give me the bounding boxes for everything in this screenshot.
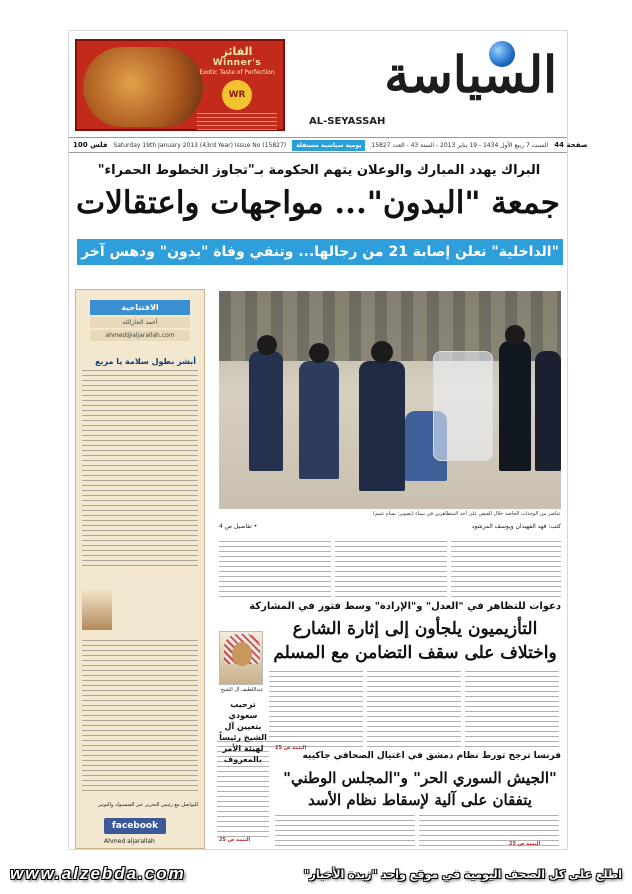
author-photo	[82, 590, 112, 630]
officer-figure	[249, 351, 283, 471]
profile-headline[interactable]: ترحيب سعودي بتعيين آل الشيخ رئيساً لهيئة الأمر بالمعروف	[219, 700, 267, 764]
syria-page-ref[interactable]: التتمة ص 25	[509, 841, 541, 847]
officer-helmet	[309, 343, 329, 363]
ad-tagline: Exotic Taste of Perfection	[199, 69, 275, 76]
logo-arabic: السياسة	[384, 45, 557, 104]
editorial-email[interactable]: ahmed@aljarallah.com	[90, 330, 190, 341]
roasted-chicken-image	[83, 47, 203, 127]
profile-page-ref[interactable]: التتمة ص 25	[219, 837, 251, 843]
ad-brand-arabic: الفائز	[221, 45, 253, 58]
demonstrations-body-text	[269, 671, 561, 747]
lead-story-byline: كتب: فهد الفهيدان ويوسف المرشود	[471, 523, 561, 530]
footer-promo-text: اطلع على كل الصحف اليومية في موقع واحد "زبدة الأخبار"	[303, 868, 622, 881]
officer-helmet	[257, 335, 277, 355]
officer-helmet	[505, 325, 525, 345]
english-date: Saturday 19th January 2013 (43rd Year) Issue No (15827)	[113, 141, 287, 149]
kicker-headline[interactable]: البراك يهدد المبارك والوعلان يتهم الحكومة بـ"تجاوز الخطوط الحمراء"	[97, 163, 541, 178]
facebook-username: Ahmed aljarallah	[104, 838, 155, 845]
face	[232, 642, 252, 666]
site-footer-banner	[0, 856, 632, 894]
arabic-date: السبت 7 ربيع الأول 1434 - 19 يناير 2013 - السنة 43 - العدد 15827	[371, 141, 549, 149]
blue-bar-headline[interactable]: "الداخلية" تعلن إصابة 21 من رجالها... وتنفي وفاة "بدون" ودهس آخر	[77, 239, 563, 265]
profile-photo	[219, 631, 263, 685]
editorial-body-text-continued	[82, 640, 198, 795]
officer-helmet	[371, 341, 393, 363]
photo-caption: عناصر من الوحدات الخاصة خلال القبض على أحد المتظاهرين في تيماء (تصوير: بسام غنيم)	[373, 511, 561, 517]
officer-figure	[535, 351, 561, 471]
editorial-body-text	[82, 370, 198, 570]
daily-badge: يومية سياسية مستقلة	[292, 140, 365, 151]
officer-figure	[299, 361, 339, 479]
logo-english: AL-SEYASSAH	[309, 116, 386, 127]
ad-logo-icon: WR	[222, 80, 252, 110]
lead-story-columns	[219, 541, 561, 597]
dateline-bar	[69, 137, 588, 153]
facebook-button[interactable]: facebook	[104, 818, 166, 834]
editorial-contact-note: للتواصل مع رئيس التحرير عبر الفيسبوك والتويتر	[98, 802, 198, 808]
demonstrations-headline-line1[interactable]: التأزيميون يلجأون إلى إثارة الشارع	[292, 619, 538, 639]
profile-body-text	[217, 741, 269, 841]
newspaper-page	[68, 30, 588, 850]
newspaper-logo[interactable]	[307, 39, 557, 131]
page-count: 44 صفحة	[554, 141, 588, 149]
syria-headline-line2[interactable]: يتفقان على آلية لإسقاط نظام الأسد	[308, 791, 532, 809]
lead-story-continued[interactable]: • تفاصيل ص 4	[219, 523, 258, 530]
syria-headline-line1[interactable]: "الجيش السوري الحر" و"المجلس الوطني"	[283, 769, 557, 787]
editorial-column	[75, 289, 205, 849]
main-headline[interactable]: جمعة "البدون"... مواجهات واعتقالات	[76, 185, 560, 221]
demonstrations-kicker[interactable]: دعوات للتظاهر في "العدل" و"الإرادة" وسط فتور في المشاركة	[249, 601, 561, 612]
ad-brand-english: Winner's	[212, 58, 262, 68]
riot-shield	[433, 351, 493, 461]
editorial-section-label: الافتتاحية	[90, 300, 190, 315]
officer-figure	[499, 341, 531, 471]
syria-kicker[interactable]: فرنسا ترجح تورط نظام دمشق في اغتيال الصحافي جاكييه	[302, 751, 561, 761]
lead-news-photo[interactable]	[219, 291, 561, 509]
officer-figure	[359, 361, 405, 491]
lead-story-text	[219, 521, 561, 599]
demonstrations-page-ref[interactable]: التتمة ص 25	[275, 745, 307, 751]
editorial-author: أحمد الجارالله	[90, 317, 190, 328]
issue-price: 100 فلس	[73, 141, 108, 149]
profile-caption: عبداللطيف آل الشيخ	[220, 687, 264, 693]
website-url-link[interactable]: www.alzebda.com	[10, 864, 186, 883]
ad-brand-panel	[197, 45, 277, 131]
demonstrations-headline-line2[interactable]: واختلاف على سقف التضامن مع المسلم	[273, 643, 557, 663]
editorial-title[interactable]: أبشر بطول سلامة يا مربع	[95, 357, 196, 366]
restaurant-advertisement[interactable]	[75, 39, 285, 131]
ad-menu-lines	[197, 113, 277, 131]
